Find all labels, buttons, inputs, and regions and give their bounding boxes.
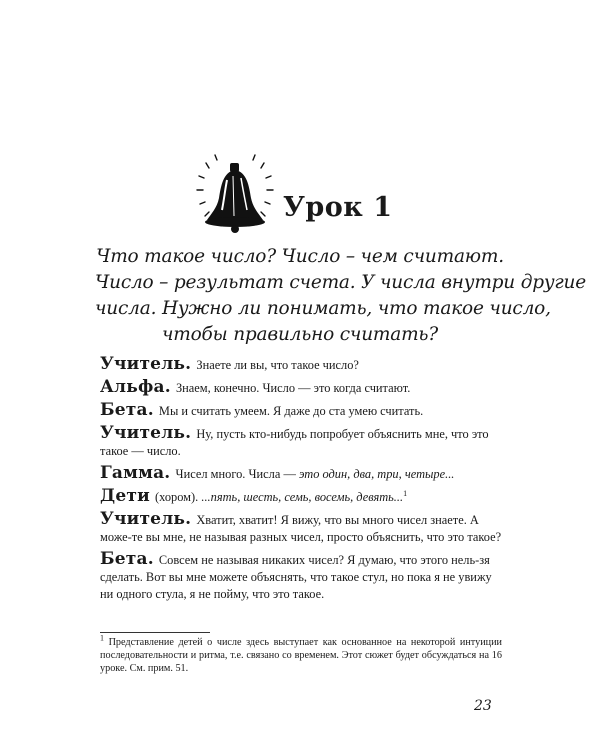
footnote-mark[interactable]: 1 bbox=[403, 488, 408, 498]
dialogue-line bbox=[100, 488, 502, 506]
speaker-name: Учитель. bbox=[100, 423, 192, 443]
speech-text: Знаете ли вы, что такое число? bbox=[196, 358, 359, 372]
speaker-name: Альфа. bbox=[100, 377, 171, 397]
speech-text: Мы и считать умеем. Я даже до ста умею считать. bbox=[158, 404, 424, 418]
dialogue-line bbox=[100, 511, 502, 546]
speech-italic: ...пять, шесть, семь, восемь, девять... bbox=[201, 490, 404, 504]
page-number: 23 bbox=[474, 698, 492, 714]
speech-italic: это один, два, три, четыре... bbox=[298, 467, 455, 481]
footnote bbox=[100, 633, 502, 675]
speaker-name: Дети bbox=[100, 486, 150, 506]
subtitle-line: Что такое число? Число – чем считают. bbox=[96, 246, 504, 267]
dialogue-line bbox=[100, 551, 502, 603]
speaker-name: Учитель. bbox=[100, 354, 192, 374]
speech-text: Хватит, хватит! Я вижу, что вы много чисел знаете. А може-те вы мне, не называя разных чисел, просто объяснить, что это такое? bbox=[100, 513, 502, 544]
speaker-name: Учитель. bbox=[100, 509, 192, 529]
subtitle-line: Число – результат счета. У числа внутри другие bbox=[95, 272, 587, 293]
lesson-header bbox=[195, 150, 395, 240]
footnote-divider bbox=[100, 632, 210, 633]
footnote-text: Представление детей о числе здесь выступает как основанное на некоторой интуиции последовательности и ритма, т.е. связано со временем. Этот сюжет будет обсуждаться на 16 уроке. См. прим. 51. bbox=[100, 637, 502, 674]
lesson-title: Урок 1 bbox=[283, 192, 393, 223]
speaker-name: Бета. bbox=[100, 400, 154, 420]
speech-text: Чисел много. Числа — bbox=[175, 467, 296, 481]
speech-text: Совсем не называя никаких чисел? Я думаю, что этого нель-зя сделать. Вот вы мне можете объяснять, что такое стул, но пока я не увижу ни одного стула, я не пойму, что это такое. bbox=[100, 553, 492, 601]
dialogue-line bbox=[100, 356, 502, 374]
dialogue-line bbox=[100, 379, 502, 397]
speaker-name: Гамма. bbox=[100, 463, 171, 483]
speaker-name: Бета. bbox=[100, 549, 154, 569]
dialogue bbox=[100, 356, 502, 608]
speech-text: (хором). bbox=[154, 490, 199, 504]
dialogue-line bbox=[100, 402, 502, 420]
lesson-subtitle bbox=[95, 244, 587, 348]
subtitle-line: числа. Нужно ли понимать, что такое число, bbox=[95, 298, 551, 319]
speech-text: Знаем, конечно. Число — это когда считают. bbox=[175, 381, 411, 395]
bell-icon bbox=[195, 150, 275, 240]
footnote-number: 1 bbox=[100, 633, 104, 643]
subtitle-line: чтобы правильно считать? bbox=[161, 324, 439, 345]
dialogue-line bbox=[100, 425, 502, 460]
dialogue-line bbox=[100, 465, 502, 483]
speech-text: Ну, пусть кто-нибудь попробует объяснить мне, что это такое — число. bbox=[100, 427, 489, 458]
